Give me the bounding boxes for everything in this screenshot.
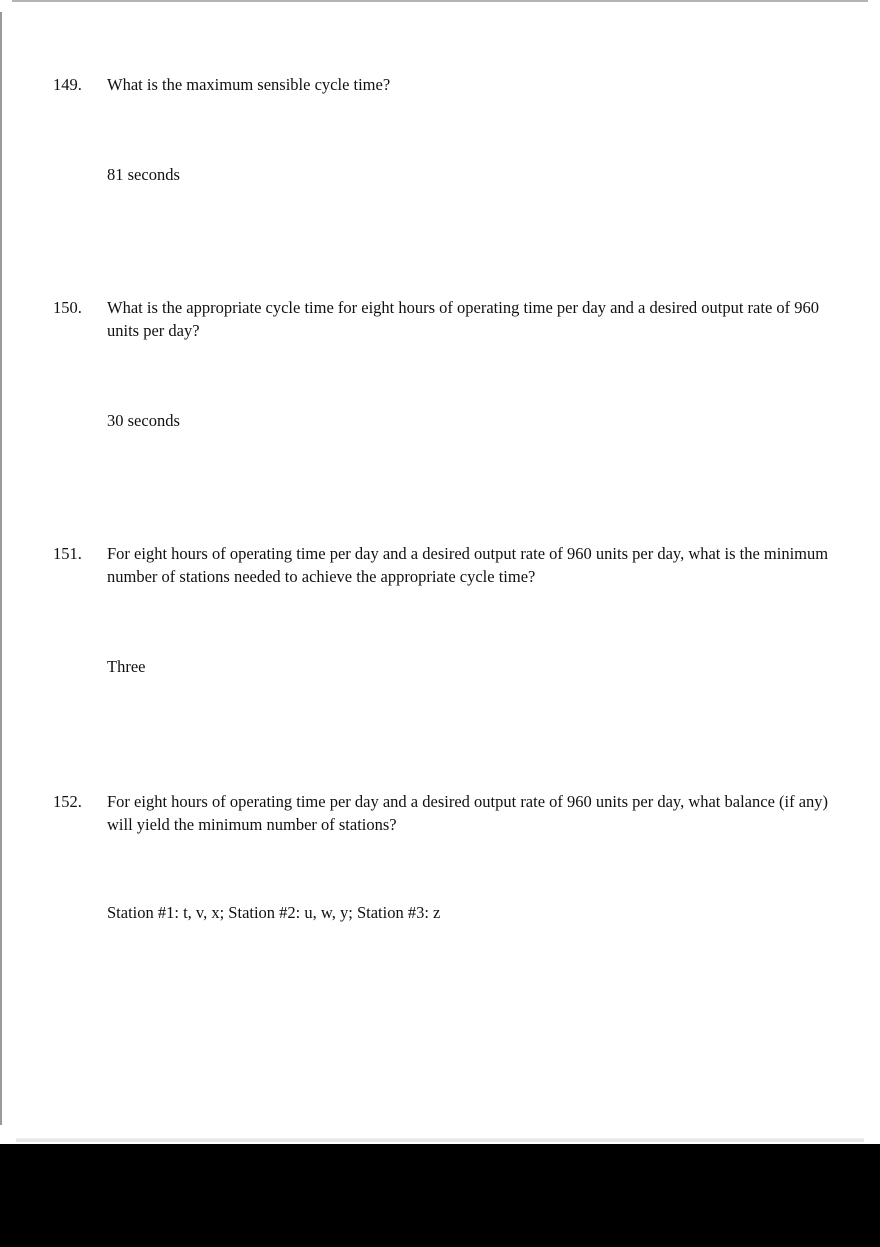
question-number: 152. [53,792,82,811]
question-number: 151. [53,544,82,563]
black-background-area [0,1144,880,1247]
question-number: 150. [53,298,82,317]
page-bottom-border [16,1138,864,1142]
question-text: For eight hours of operating time per day and a desired output rate of 960 units per day, what is the minimum number of stations needed to achieve the appropriate cycle time? [107,544,829,586]
answer-150: 30 seconds [107,411,180,430]
answer-149: 81 seconds [107,165,180,184]
question-text: What is the maximum sensible cycle time? [107,75,391,94]
question-text: For eight hours of operating time per day and a desired output rate of 960 units per day, what balance (if any) will yield the minimum number of stations? [107,792,829,834]
page-top-border [12,0,868,2]
answer-152: Station #1: t, v, x; Station #2: u, w, y; Station #3: z [107,903,441,922]
page-left-border [0,12,2,1125]
question-number: 149. [53,75,82,94]
answer-151: Three [107,657,146,676]
question-text: What is the appropriate cycle time for eight hours of operating time per day and a desired output rate of 960 units per day? [107,298,820,340]
